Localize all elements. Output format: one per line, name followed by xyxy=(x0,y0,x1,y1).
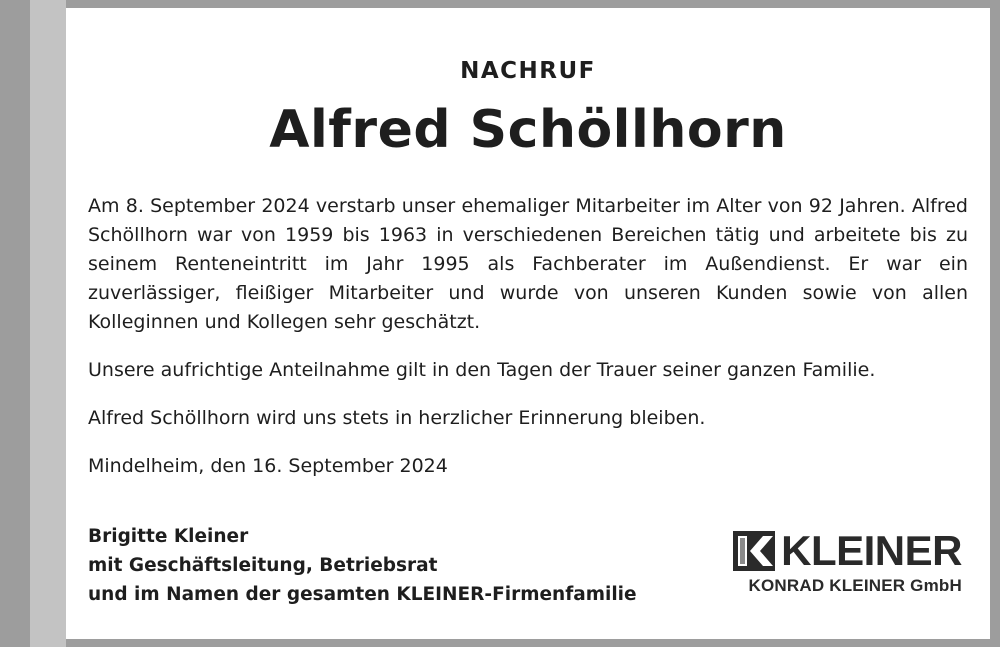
notice-body xyxy=(88,192,968,481)
signature-block xyxy=(88,522,637,609)
logo-wordmark: KLEINER xyxy=(781,527,962,574)
main-paragraph: Am 8. September 2024 verstarb unser ehemaliger Mitarbeiter im Alter von 92 Jahren. Alfred Schöllhorn war von 1959 bis 1963 in verschiedenen Bereichen tätig und arbeitete bis zu seinem Renteneintritt im Jahr 1995 als Fachberater im Außendienst. Er war ein zuverlässiger, fleißiger Mitarbeiter und wurde von unseren Kunden sowie von allen Kolleginnen und Kollegen sehr geschätzt. xyxy=(88,195,968,333)
signature-line: und im Namen der gesamten KLEINER-Firmenfamilie xyxy=(88,584,637,605)
place-date: Mindelheim, den 16. September 2024 xyxy=(88,455,448,477)
signature-line: Brigitte Kleiner xyxy=(88,526,249,547)
side-stripe xyxy=(30,0,66,647)
company-logo xyxy=(702,527,962,596)
k-logo-icon xyxy=(733,531,775,571)
deceased-name: Alfred Schöllhorn xyxy=(269,100,787,160)
remembrance-paragraph: Alfred Schöllhorn wird uns stets in herzlicher Erinnerung bleiben. xyxy=(88,407,706,429)
signature-line: mit Geschäftsleitung, Betriebsrat xyxy=(88,555,438,576)
logo-company-name: KONRAD KLEINER GmbH xyxy=(748,576,962,595)
obituary-card xyxy=(66,8,990,639)
condolence-paragraph: Unsere aufrichtige Anteilnahme gilt in den Tagen der Trauer seiner ganzen Familie. xyxy=(88,359,876,381)
notice-kicker: NACHRUF xyxy=(460,58,596,84)
